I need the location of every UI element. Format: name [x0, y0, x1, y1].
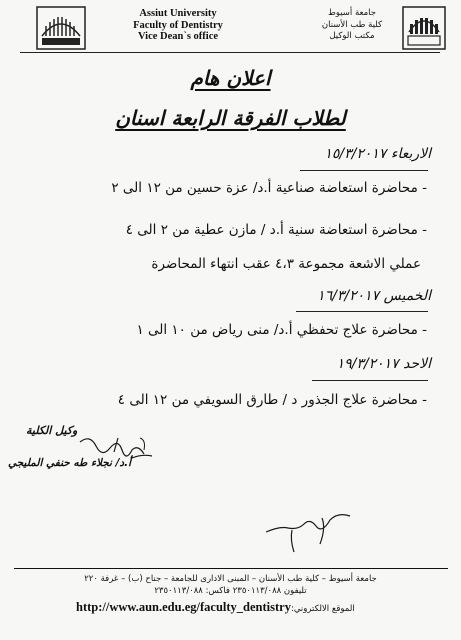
footer-address: جامعة أسيوط – كلية طب الأسنان – المبنى الادارى للجامعة – جناح (ب) – غرفة ٢٢٠: [84, 574, 377, 584]
date-sunday: الاحد ١٩/٣/٢٠١٧: [336, 356, 431, 372]
announcement-subtitle: لطلاب الفرقة الرابعة اسنان: [115, 106, 346, 130]
lecture-item: - محاضرة استعاضة سنية أ.د / مازن عطية من ٢ الى ٤: [125, 222, 427, 238]
english-header: [108, 8, 248, 43]
university-logo-left: [36, 6, 86, 50]
website-url[interactable]: http://www.aun.edu.eg/faculty_dentistry: [76, 600, 291, 614]
faculty-logo-right: [400, 6, 450, 50]
date-underline: [296, 311, 428, 312]
website-label: الموقع الالكتروني:: [290, 604, 355, 614]
practical-item: عملي الاشعة مجموعة ٤،٣ عقب انتهاء المحاضرة: [151, 256, 421, 272]
office-name-ar: مكتب الوكيل: [329, 31, 375, 41]
lecture-item: - محاضرة استعاضة صناعية أ.د/ عزة حسين من ١٢ الى ٢: [111, 180, 427, 196]
university-name-en: Assiut University: [139, 8, 217, 19]
header-divider: [20, 52, 440, 53]
faculty-name-ar: كلية طب الأسنان: [321, 19, 383, 30]
signature-block: [8, 424, 158, 469]
date-underline: [300, 170, 428, 171]
faculty-name-en: Faculty of Dentistry: [133, 19, 223, 31]
lecture-item: - محاضرة علاج تحفظي أ.د/ منى رياض من ١٠ الى ١: [136, 322, 427, 338]
signatory-name: أ.د/ نجلاء طه حنفي المليجي: [8, 457, 132, 469]
footer-website: [76, 596, 355, 615]
office-name-en: Vice Dean`s office: [137, 31, 219, 42]
footer-phones: تليفون ٢٣٥٠١١٣/٠٨٨ فاكس: ٢٣٥٠١١٣/٠٨٨: [154, 586, 307, 596]
handwritten-initials: [262, 508, 362, 558]
signatory-title: وكيل الكلية: [26, 424, 78, 437]
lecture-item: - محاضرة علاج الجذور د / طارق السويفي من ١٢ الى ٤: [117, 392, 427, 408]
university-name-ar: جامعة أسيوط: [327, 8, 377, 18]
footer-divider: [14, 568, 448, 569]
date-underline: [312, 380, 428, 381]
date-wednesday: الاربعاء ١٥/٣/٢٠١٧: [324, 146, 431, 162]
arabic-header: [310, 8, 394, 43]
announcement-title: اعلان هام: [190, 66, 271, 90]
date-thursday: الخميس ١٦/٣/٢٠١٧: [317, 288, 431, 304]
